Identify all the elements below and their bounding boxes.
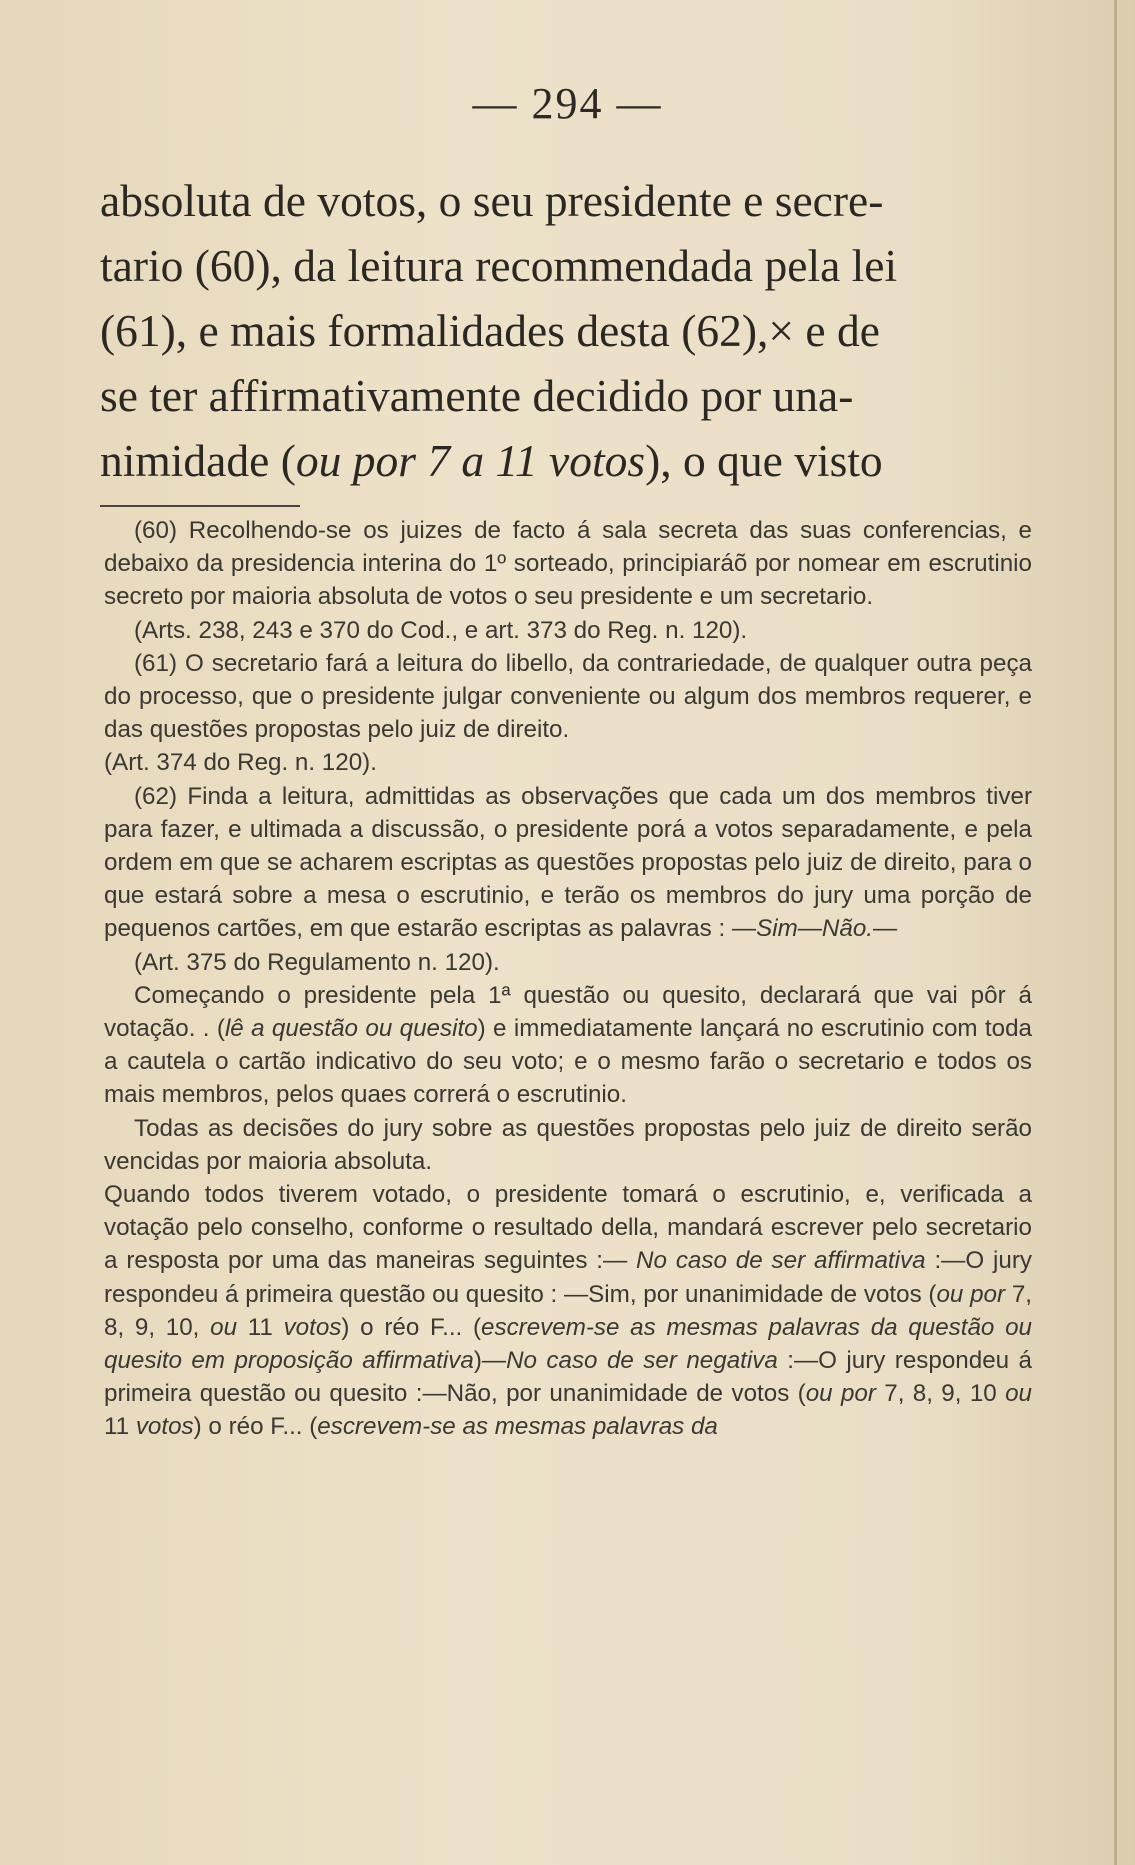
italic-run: lê a questão ou quesito xyxy=(224,1015,478,1043)
text-run: Quando todos tiverem votado, o presidente tomará o escrutinio, e, verificada a votação pelo conselho, conforme o resultado della, mandará escrever pelo secretario a resposta por uma das maneiras seguintes :— xyxy=(104,1181,1032,1275)
page-edge-shadow xyxy=(1114,0,1117,1865)
footnote-61: (61) O secretario fará a leitura do libello, da contrariedade, de qualquer outra peça do processo, que o presidente julgar conveniente ou algum dos membros requerer, e das questões propostas pelo juiz de direito. xyxy=(104,649,1032,744)
text-run: :—O jury respondeu á primeira questão ou quesito :—Não, por unanimidade de votos ( xyxy=(104,1347,1032,1408)
footnote-61-reference: (Art. 374 do Reg. n. 120). xyxy=(104,749,377,777)
text-run: ) o réo F... ( xyxy=(341,1313,482,1341)
footnote-rule xyxy=(100,505,300,507)
text-run: )— xyxy=(473,1347,507,1375)
text-run: 11 xyxy=(104,1413,136,1441)
text-run: 7, 8, 9, 10 xyxy=(875,1380,1006,1408)
footnote-paragraph: Todas as decisões do jury sobre as questões propostas pelo juiz de direito serão vencidas por maioria absoluta. xyxy=(104,1114,1032,1175)
main-text xyxy=(100,168,1035,493)
italic-run: ou por xyxy=(936,1280,1006,1308)
italic-run: No caso de ser negativa xyxy=(506,1347,778,1375)
italic-run: ou por 7 a 11 votos xyxy=(295,435,646,486)
text-run: nimidade ( xyxy=(100,435,296,486)
text-run: (62) Finda a leitura, admittidas as observações que cada um dos membros tiver para fazer, e ultimada a discussão, o presidente porá a votos separadamente, e pela ordem em que se acharem escriptas as questões propostas pelo juiz de direito, para o que estará sobre a mesa o escrutinio, e terão os membros do jury uma porção de pequenos cartões, em que estarão escriptas as palavras : — xyxy=(104,782,1032,943)
text-run: ) e immediatamente lançará no escrutinio com toda a cautela o cartão indicativo do seu voto; e o mesmo farão o secretario e todos os mais membros, pelos quaes correrá o escrutinio. xyxy=(104,1015,1032,1109)
italic-run: No caso de ser affirmativa xyxy=(636,1247,926,1275)
text-run: — xyxy=(873,915,898,943)
text-run: 11 xyxy=(237,1313,284,1341)
italic-run: escrevem-se as mesmas palavras da xyxy=(317,1413,718,1441)
footnote-paragraph xyxy=(104,1178,1032,1444)
footnote-paragraph xyxy=(104,979,1032,1112)
footnotes xyxy=(104,514,1032,1444)
main-line: (61), e mais formalidades desta (62),× e de xyxy=(100,305,880,356)
text-run: ) o réo F... ( xyxy=(193,1413,318,1441)
italic-run: ou xyxy=(1005,1380,1032,1408)
italic-run: ou xyxy=(210,1313,238,1341)
footnote-60: (60) Recolhendo-se os juizes de facto á sala secreta das suas conferencias, e debaixo da presidencia interina do 1º sorteado, principiaráõ por nomear em escrutinio secreto por maioria absoluta de votos o seu presidente e um secretario. xyxy=(104,517,1032,611)
text-run: Começando o presidente pela 1ª questão ou quesito, declarará que vai pôr á votação. . ( xyxy=(104,981,1032,1043)
page-number: — 294 — xyxy=(472,79,663,128)
italic-run: votos xyxy=(283,1313,342,1341)
text-run: ), o que visto xyxy=(645,435,883,486)
footnote-62-reference: (Art. 375 do Regulamento n. 120). xyxy=(134,948,500,976)
italic-run: votos xyxy=(135,1413,194,1441)
italic-run: escrevem-se as mesmas palavras da questão ou quesito em proposição affirmativa xyxy=(104,1313,1032,1375)
main-line: se ter affirmativamente decidido por una- xyxy=(100,370,854,421)
text-run: 7, 8, 9, 10, xyxy=(104,1280,1032,1341)
italic-run: ou por xyxy=(805,1380,876,1408)
italic-run: Sim—Não. xyxy=(756,915,874,943)
main-line: absoluta de votos, o seu presidente e secre- xyxy=(100,175,884,226)
main-line xyxy=(100,428,1035,493)
text-run: :—O jury respondeu á primeira questão ou quesito : —Sim, por unanimidade de votos ( xyxy=(104,1247,1032,1308)
footnote-62 xyxy=(104,780,1032,946)
main-line: tario (60), da leitura recommendada pela lei xyxy=(100,240,898,291)
footnote-60-reference: (Arts. 238, 243 e 370 do Cod., e art. 373 do Reg. n. 120). xyxy=(134,616,748,644)
